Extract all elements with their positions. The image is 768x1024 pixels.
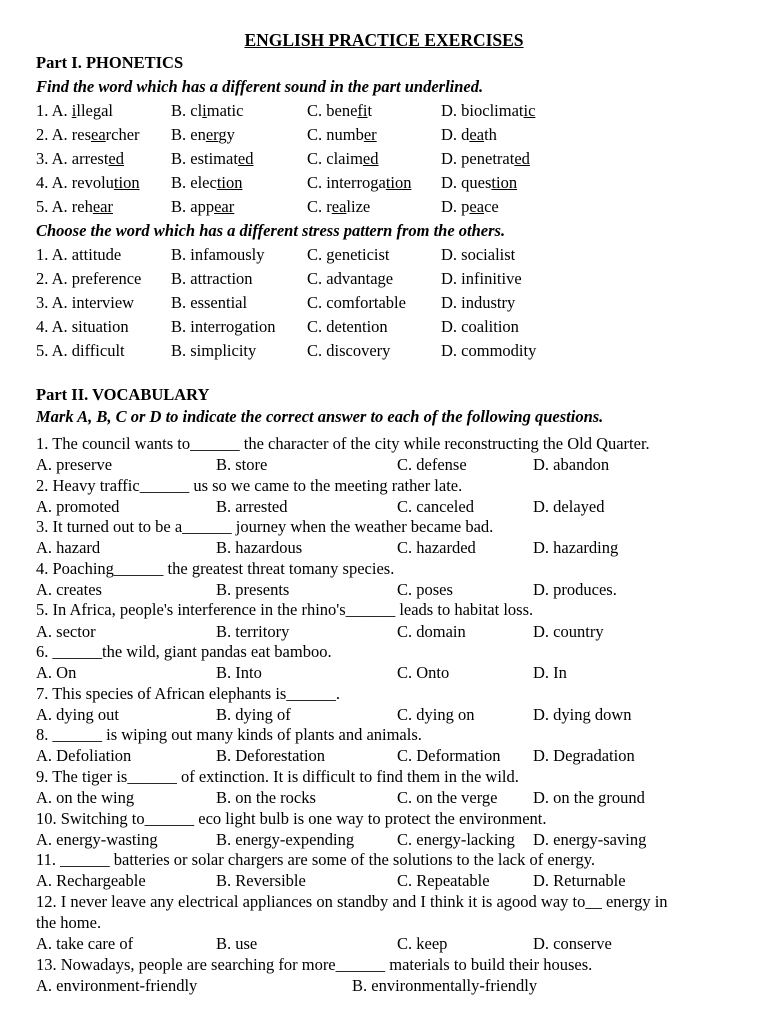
option-d: D. commodity xyxy=(441,341,537,360)
option-b: B. territory xyxy=(216,622,290,641)
option-c: C. advantage xyxy=(307,269,394,288)
option-c: C. number xyxy=(307,125,377,144)
phonetics-row xyxy=(0,101,768,125)
option-d: D. death xyxy=(441,125,497,144)
option-b: B. appear xyxy=(171,197,235,216)
option-a: A. preserve xyxy=(36,455,113,474)
question-text: 9. The tiger is______ of extinction. It is difficult to find them in the wild. xyxy=(36,767,519,786)
option-d: D. industry xyxy=(441,293,516,312)
option-b: B. arrested xyxy=(216,497,288,516)
option-d: D. coalition xyxy=(441,317,519,336)
option-b: B. climatic xyxy=(171,101,244,120)
option-c: C. detention xyxy=(307,317,388,336)
question-text: 4. Poaching______ the greatest threat tomany species. xyxy=(36,559,395,578)
option-b: B. Reversible xyxy=(216,871,306,890)
option-b: B. store xyxy=(216,455,268,474)
option-c: C. domain xyxy=(397,622,466,641)
option-c: C. hazarded xyxy=(397,538,476,557)
option-b: B. Into xyxy=(216,663,262,682)
option-d: D. country xyxy=(533,622,604,641)
option-d: D. conserve xyxy=(533,934,612,953)
phonetics-row xyxy=(0,125,768,149)
option-a: 3. A. interview xyxy=(36,293,135,312)
option-c: C. energy-lacking xyxy=(397,830,515,849)
question-text: 5. In Africa, people's interference in the rhino's______ leads to habitat loss. xyxy=(36,600,534,619)
option-d: D. energy-saving xyxy=(533,830,647,849)
option-a: A. creates xyxy=(36,580,102,599)
option-a: 1. A. illegal xyxy=(36,101,114,120)
option-b: B. use xyxy=(216,934,258,953)
question-text: 6. ______the wild, giant pandas eat bamboo. xyxy=(36,642,332,661)
option-b: B. presents xyxy=(216,580,290,599)
part1-sec1-instruction: Find the word which has a different sound in the part underlined. xyxy=(36,77,484,96)
option-b: B. attraction xyxy=(171,269,253,288)
option-d: D. In xyxy=(533,663,567,682)
option-d: D. on the ground xyxy=(533,788,645,807)
option-d: D. abandon xyxy=(533,455,610,474)
option-b: B. estimated xyxy=(171,149,254,168)
option-c: C. geneticist xyxy=(307,245,390,264)
question-text: 8. ______ is wiping out many kinds of plants and animals. xyxy=(36,725,422,744)
option-a: A. energy-wasting xyxy=(36,830,158,849)
option-b: B. dying of xyxy=(216,705,291,724)
answer-row xyxy=(0,976,768,1000)
part1-heading: Part I. PHONETICS xyxy=(36,53,184,72)
question-text: 1. The council wants to______ the character of the city while reconstructing the Old Quarter. xyxy=(36,434,650,453)
stress-row xyxy=(0,341,768,365)
question-text: 10. Switching to______ eco light bulb is one way to protect the environment. xyxy=(36,809,547,828)
option-b: B. environmentally-friendly xyxy=(352,976,538,995)
option-d: D. Returnable xyxy=(533,871,626,890)
option-c: C. Onto xyxy=(397,663,450,682)
question-text: 7. This species of African elephants is______. xyxy=(36,684,340,703)
phonetics-row xyxy=(0,149,768,173)
option-d: D. delayed xyxy=(533,497,605,516)
option-c: C. canceled xyxy=(397,497,474,516)
option-c: C. on the verge xyxy=(397,788,498,807)
option-a: A. environment-friendly xyxy=(36,976,198,995)
option-a: A. On xyxy=(36,663,77,682)
option-c: C. claimed xyxy=(307,149,379,168)
option-b: B. essential xyxy=(171,293,248,312)
option-d: D. infinitive xyxy=(441,269,522,288)
option-c: C. benefit xyxy=(307,101,373,120)
phonetics-row xyxy=(0,197,768,221)
question-text: 3. It turned out to be a______ journey when the weather became bad. xyxy=(36,517,494,536)
option-a: 3. A. arrested xyxy=(36,149,124,168)
option-a: 5. A. difficult xyxy=(36,341,125,360)
option-b: B. simplicity xyxy=(171,341,257,360)
option-a: A. on the wing xyxy=(36,788,135,807)
option-c: C. dying on xyxy=(397,705,475,724)
part2-heading: Part II. VOCABULARY xyxy=(36,385,210,404)
option-b: B. energy-expending xyxy=(216,830,355,849)
question-text: 13. Nowadays, people are searching for more______ materials to build their houses. xyxy=(36,955,593,974)
stress-row xyxy=(0,293,768,317)
option-c: C. realize xyxy=(307,197,371,216)
option-b: B. on the rocks xyxy=(216,788,316,807)
option-a: 1. A. attitude xyxy=(36,245,122,264)
option-a: 4. A. revolution xyxy=(36,173,140,192)
question-text: 11. ______ batteries or solar chargers are some of the solutions to the lack of energy. xyxy=(36,850,596,869)
option-b: B. hazardous xyxy=(216,538,303,557)
option-b: B. infamously xyxy=(171,245,265,264)
option-b: B. energy xyxy=(171,125,235,144)
option-a: A. take care of xyxy=(36,934,134,953)
question-text: 12. I never leave any electrical appliances on standby and I think it is agood way to__ energy in xyxy=(36,892,668,911)
question-text-continued: the home. xyxy=(36,913,102,932)
option-a: 4. A. situation xyxy=(36,317,129,336)
option-a: A. dying out xyxy=(36,705,119,724)
option-c: C. comfortable xyxy=(307,293,406,312)
option-d: D. peace xyxy=(441,197,499,216)
option-b: B. election xyxy=(171,173,243,192)
option-c: C. defense xyxy=(397,455,467,474)
option-d: D. Degradation xyxy=(533,746,635,765)
option-b: B. Deforestation xyxy=(216,746,326,765)
option-d: D. socialist xyxy=(441,245,516,264)
option-d: D. question xyxy=(441,173,518,192)
option-a: A. Defoliation xyxy=(36,746,132,765)
option-c: C. interrogation xyxy=(307,173,412,192)
option-d: D. bioclimatic xyxy=(441,101,536,120)
option-b: B. interrogation xyxy=(171,317,276,336)
option-d: D. penetrated xyxy=(441,149,530,168)
stress-row xyxy=(0,245,768,269)
part1-sec2-instruction: Choose the word which has a different stress pattern from the others. xyxy=(36,221,506,240)
option-a: 2. A. researcher xyxy=(36,125,140,144)
option-c: C. Repeatable xyxy=(397,871,490,890)
option-c: C. discovery xyxy=(307,341,391,360)
option-c: C. poses xyxy=(397,580,453,599)
stress-row xyxy=(0,317,768,341)
option-a: A. sector xyxy=(36,622,96,641)
option-d: D. hazarding xyxy=(533,538,619,557)
option-c: C. Deformation xyxy=(397,746,501,765)
option-a: 2. A. preference xyxy=(36,269,142,288)
option-a: A. Rechargeable xyxy=(36,871,146,890)
option-d: D. produces. xyxy=(533,580,617,599)
option-d: D. dying down xyxy=(533,705,632,724)
stress-row xyxy=(0,269,768,293)
option-c: C. keep xyxy=(397,934,448,953)
option-a: A. hazard xyxy=(36,538,101,557)
option-a: 5. A. rehear xyxy=(36,197,113,216)
phonetics-row xyxy=(0,173,768,197)
part2-instruction: Mark A, B, C or D to indicate the correct answer to each of the following questions. xyxy=(36,407,604,426)
question-text: 2. Heavy traffic______ us so we came to the meeting rather late. xyxy=(36,476,463,495)
page-title: ENGLISH PRACTICE EXERCISES xyxy=(244,30,524,50)
option-a: A. promoted xyxy=(36,497,120,516)
